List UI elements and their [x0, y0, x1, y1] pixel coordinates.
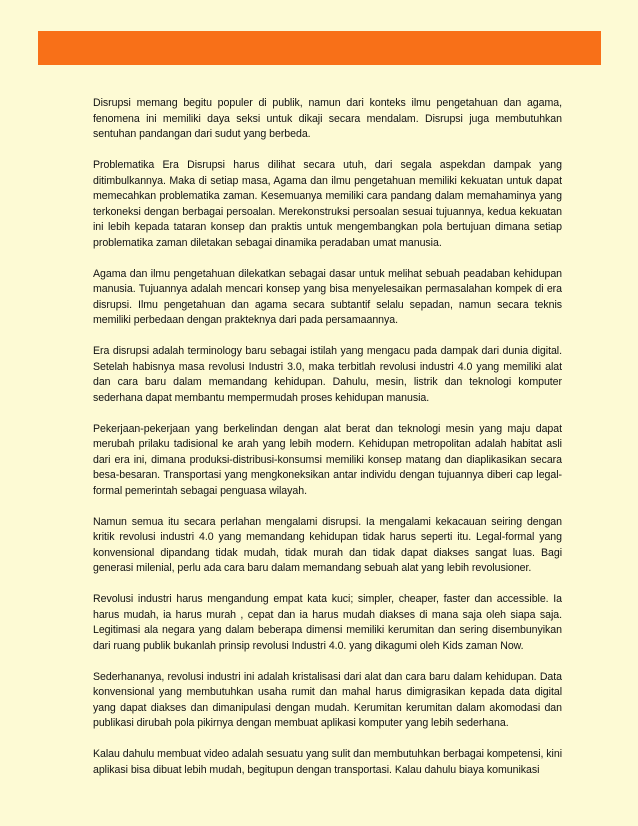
paragraph-9: Kalau dahulu membuat video adalah sesuatu yang sulit dan membutuhkan berbagai kompetensi, kini aplikasi bisa dibuat lebih mudah, begitupun dengan transportasi. Kalau dahulu biaya komunikasi [93, 748, 562, 776]
paragraph-5: Pekerjaan-pekerjaan yang berkelindan dengan alat berat dan teknologi mesin yang maju dapat merubah prilaku tadisional ke arah yang lebih modern. Kehidupan metropolitan adalah habitat asli dari era ini, dimana produksi-distribusi-konsumsi memiliki konsep matang dan diaplikasikan secara besa-besaran. Transportasi yang mengkoneksikan antar individu dengan tujuannya diberi cap legal-formal pemerintah sebagai penguasa wilayah. [93, 422, 562, 497]
paragraph-7: Revolusi industri harus mengandung empat kata kuci; simpler, cheaper, faster dan accessible. Ia harus mudah, ia harus murah , cepat dan ia harus mudah diakses di mana saja oleh siapa saja. Legitimasi ala negara yang dalam beberapa dimensi memiliki kerumitan dan sering disembunyikan dari ruang publik bukanlah prinsip revolusi Industri 4.0. yang dikagumi oleh Kids zaman Now. [93, 593, 562, 652]
paragraph-2: Problematika Era Disrupsi harus dilihat secara utuh, dari segala aspekdan dampak yang ditimbulkannya. Maka di setiap masa, Agama dan ilmu pengetahuan memiliki kekuatan untuk dapat memecahkan problematika zaman. Kesemuanya memiliki cara pandang dalam memahaminya yang terkoneksi dengan berbagai persoalan. Merekonstruksi persoalan sesuai tujuannya, kedua kekuatan ini lebih kepada tataran konsep dan praktis untuk mengembangkan pola bertujuan dimana setiap problematika zaman diletakan sebagai dinamika peradaban umat manusia. [93, 159, 562, 249]
paragraph-1: Disrupsi memang begitu populer di publik, namun dari konteks ilmu pengetahuan dan agama, fenomena ini memiliki daya seksi untuk dikaji secara mendalam. Disrupsi juga membutuhkan sentuhan pandangan dari sudut yang berbeda. [93, 97, 562, 140]
paragraph-8: Sederhananya, revolusi industri ini adalah kristalisasi dari alat dan cara baru dalam kehidupan. Data konvensional yang membutuhkan usaha rumit dan mahal harus dimigrasikan kepada data digital yang dapat diakses dan dimanipulasi dengan mudah. Kerumitan kerumitan dalam akomodasi dan publikasi dirubah pola pikirnya dengan membuat aplikasi komputer yang lebih sederhana. [93, 670, 562, 729]
document-body [93, 96, 562, 794]
header-bar [38, 31, 601, 65]
paragraph-6: Namun semua itu secara perlahan mengalami disrupsi. Ia mengalami kekacauan seiring dengan kritik revolusi industri 4.0 yang memandang kehidupan tidak harus seperti itu. Legal-formal yang konvensional dipandang tidak mudah, tidak murah dan tidak dapat diakses sangat luas. Bagi generasi milenial, perlu ada cara baru dalam memandang sebuah alat yang lebih revolusioner. [93, 515, 562, 574]
paragraph-3: Agama dan ilmu pengetahuan dilekatkan sebagai dasar untuk melihat sebuah peadaban kehidupan manusia. Tujuannya adalah mencari konsep yang bisa menyelesaikan permasalahan kompek di era disrupsi. Ilmu pengetahuan dan agama secara subtantif selalu sepadan, namun secara teknis memiliki perbedaan dengan prakteknya dari pada persamaannya. [93, 267, 562, 326]
paragraph-4: Era disrupsi adalah terminology baru sebagai istilah yang mengacu pada dampak dari dunia digital. Setelah habisnya masa revolusi Industri 3.0, maka terbitlah revolusi industri 4.0 yang memiliki alat dan cara baru dalam memandang kehidupan. Dahulu, mesin, listrik dan teknologi komputer sederhana dapat membantu mempermudah proses kehidupan manusia. [93, 345, 562, 404]
